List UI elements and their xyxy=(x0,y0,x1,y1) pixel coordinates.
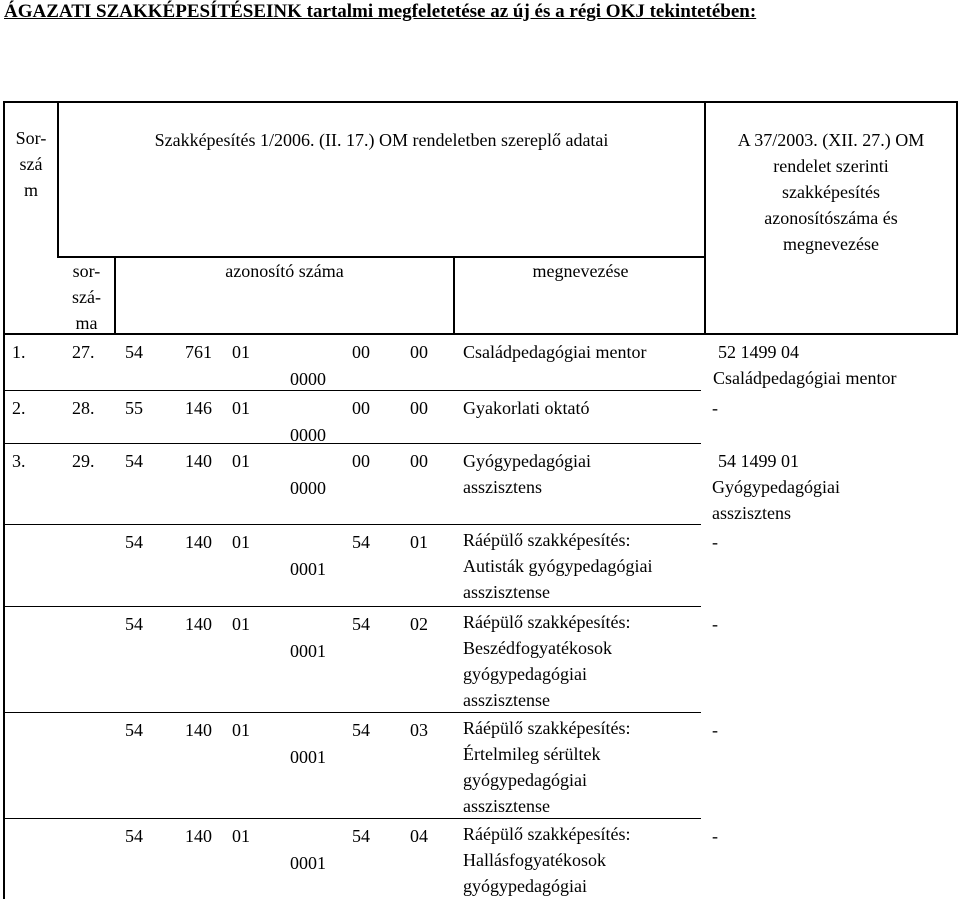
column-divider-sorszam xyxy=(57,101,59,257)
qualification-name-line: asszisztense xyxy=(463,796,550,816)
code-part-5: 00 xyxy=(352,398,370,418)
code-part-3: 01 xyxy=(232,342,250,362)
table-right-border xyxy=(956,101,958,335)
table-top-border xyxy=(3,101,958,103)
code-part-3: 01 xyxy=(232,398,250,418)
old-okj-line: 54 1499 01 xyxy=(718,451,799,471)
code-part-4: 0000 xyxy=(290,478,326,498)
header-sub-sorszam: szá- xyxy=(72,287,101,307)
code-part-2: 140 xyxy=(185,826,212,846)
row-sub-number: 29. xyxy=(72,451,95,471)
code-part-3: 01 xyxy=(232,532,250,552)
row-divider xyxy=(3,712,701,713)
header-sorszam-label: szá xyxy=(19,154,43,174)
qualification-name-line: Ráépülő szakképesítés: xyxy=(463,530,631,550)
old-okj-line: Gyógypedagógiai xyxy=(712,477,840,497)
old-okj-line: - xyxy=(712,398,718,418)
header-sub-megnevezes: megnevezése xyxy=(532,261,629,281)
row-sub-number: 27. xyxy=(72,342,95,362)
row-number: 2. xyxy=(12,398,26,418)
row-divider xyxy=(3,443,701,444)
qualification-name-line: gyógypedagógiai xyxy=(463,876,587,896)
code-part-3: 01 xyxy=(232,614,250,634)
code-part-4: 0000 xyxy=(290,425,326,445)
code-part-2: 761 xyxy=(185,342,212,362)
qualification-name-line: gyógypedagógiai xyxy=(463,664,587,684)
code-part-6: 01 xyxy=(410,532,428,552)
qualification-name-line: Gyógypedagógiai xyxy=(463,451,591,471)
row-divider xyxy=(3,524,701,525)
row-sub-number: 28. xyxy=(72,398,95,418)
qualification-name-line: Ráépülő szakképesítés: xyxy=(463,612,631,632)
qualification-name-line: Értelmileg sérültek xyxy=(463,744,601,764)
qualification-name-line: asszisztense xyxy=(463,582,550,602)
code-part-5: 00 xyxy=(352,451,370,471)
header-group-title: Szakképesítés 1/2006. (II. 17.) OM rendeletben szereplő adatai xyxy=(154,130,609,150)
code-part-5: 54 xyxy=(352,826,370,846)
header-sub-azonosito: azonosító száma xyxy=(225,261,344,281)
qualification-name-line: asszisztense xyxy=(463,690,550,710)
old-okj-line: 52 1499 04 xyxy=(718,342,799,362)
old-okj-line: - xyxy=(712,720,718,740)
code-part-2: 140 xyxy=(185,720,212,740)
table-left-border xyxy=(3,101,5,899)
old-okj-line: asszisztens xyxy=(712,503,791,523)
code-part-1: 54 xyxy=(125,532,143,552)
row-divider xyxy=(3,390,701,391)
header-sub-sorszam: sor- xyxy=(72,261,101,281)
code-part-6: 00 xyxy=(410,342,428,362)
code-part-2: 140 xyxy=(185,451,212,471)
code-part-1: 54 xyxy=(125,720,143,740)
code-part-5: 54 xyxy=(352,532,370,552)
row-number: 3. xyxy=(12,451,26,471)
qualification-name-line: asszisztens xyxy=(463,477,542,497)
code-part-5: 00 xyxy=(352,342,370,362)
code-part-3: 01 xyxy=(232,826,250,846)
header-new-okj-title: A 37/2003. (XII. 27.) OM xyxy=(737,130,925,150)
header-bottom-border xyxy=(3,333,958,335)
code-part-3: 01 xyxy=(232,720,250,740)
code-part-1: 54 xyxy=(125,342,143,362)
old-okj-line: Családpedagógiai mentor xyxy=(713,368,897,388)
qualification-name-line: Ráépülő szakképesítés: xyxy=(463,824,631,844)
header-sorszam-label: Sor- xyxy=(15,128,47,148)
code-part-1: 54 xyxy=(125,451,143,471)
header-sub-sorszam: ma xyxy=(75,313,98,333)
code-part-1: 54 xyxy=(125,614,143,634)
header-new-okj-title: megnevezése xyxy=(783,234,879,254)
code-part-6: 03 xyxy=(410,720,428,740)
qualification-name-line: Beszédfogyatékosok xyxy=(463,638,612,658)
code-part-1: 54 xyxy=(125,826,143,846)
page-title: ÁGAZATI SZAKKÉPESÍTÉSEINK tartalmi megfeletetése az új és a régi OKJ tekintetében: xyxy=(4,1,757,22)
qualification-name-line: Ráépülő szakképesítés: xyxy=(463,718,631,738)
header-new-okj-title: azonosítószáma és xyxy=(764,208,898,228)
code-part-3: 01 xyxy=(232,451,250,471)
code-part-4: 0000 xyxy=(290,369,326,389)
old-okj-line: - xyxy=(712,532,718,552)
header-new-okj-title: szakképesítés xyxy=(782,182,880,202)
row-divider xyxy=(3,606,701,607)
code-part-4: 0001 xyxy=(290,747,326,767)
old-okj-line: - xyxy=(712,826,718,846)
header-new-okj-title: rendelet szerinti xyxy=(773,156,889,176)
code-part-2: 140 xyxy=(185,532,212,552)
qualification-name-line: Családpedagógiai mentor xyxy=(463,342,647,362)
qualification-name-line: Gyakorlati oktató xyxy=(463,398,590,418)
code-part-4: 0001 xyxy=(290,641,326,661)
row-number: 1. xyxy=(12,342,26,362)
row-divider xyxy=(3,818,701,819)
code-part-5: 54 xyxy=(352,720,370,740)
code-part-2: 146 xyxy=(185,398,212,418)
qualification-name-line: gyógypedagógiai xyxy=(463,770,587,790)
code-part-4: 0001 xyxy=(290,853,326,873)
qualification-name-line: Autisták gyógypedagógiai xyxy=(463,556,653,576)
code-part-6: 00 xyxy=(410,398,428,418)
code-part-5: 54 xyxy=(352,614,370,634)
code-part-6: 00 xyxy=(410,451,428,471)
header-sorszam-label: m xyxy=(23,180,38,200)
old-okj-line: - xyxy=(712,614,718,634)
code-part-1: 55 xyxy=(125,398,143,418)
code-part-4: 0001 xyxy=(290,559,326,579)
code-part-6: 02 xyxy=(410,614,428,634)
code-part-2: 140 xyxy=(185,614,212,634)
qualification-name-line: Hallásfogyatékosok xyxy=(463,850,606,870)
code-part-6: 04 xyxy=(410,826,428,846)
